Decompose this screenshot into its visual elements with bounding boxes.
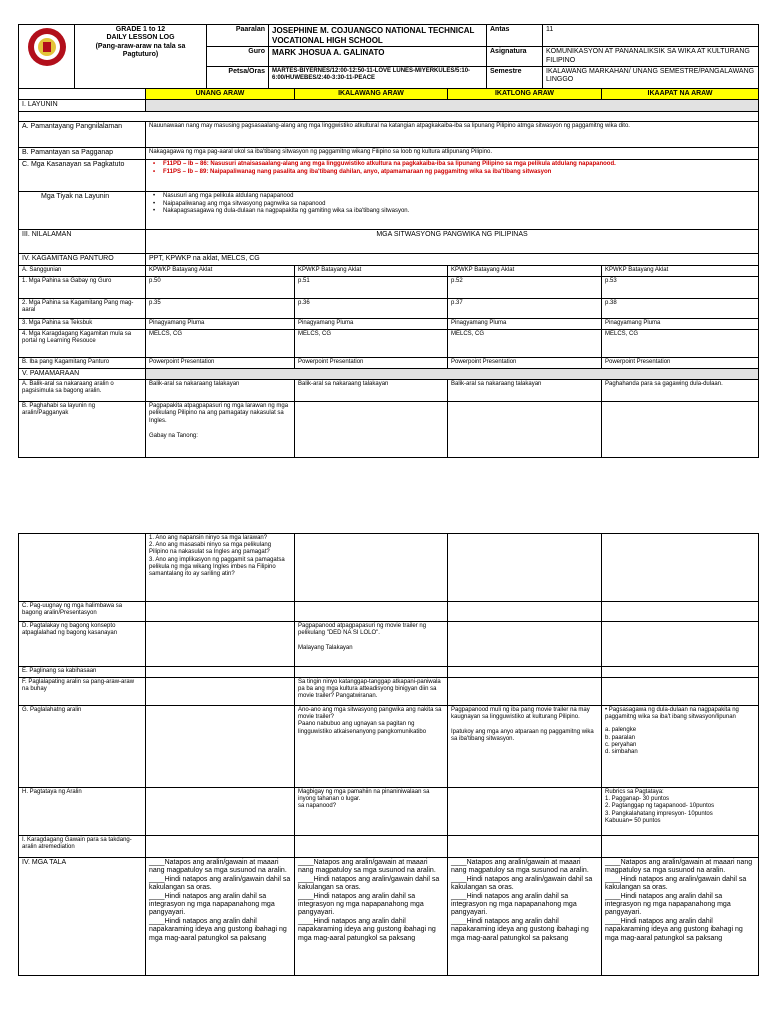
- day-header-4: IKAAPAT NA ARAW: [602, 88, 759, 99]
- layunin-shade: [146, 100, 759, 112]
- pagtalakay-label: D. Pagtalakay ng bagong konsepto atpaglalahad ng bagong kasanayan: [19, 622, 146, 667]
- gabay-na-tanong: Gabay na Tanong:: [149, 432, 198, 439]
- paaralan-label: Paaralan: [207, 25, 269, 47]
- kasanayan-item: • F11PS – Ib – 89: Naipapaliwanag nang pasalita ang iba'tibang dahilan, anyo, atpamamaraan ng paggamitng wika sa iba'tibang sitwasyon: [157, 169, 755, 176]
- empty-cell: [295, 667, 448, 678]
- paghahabi-cell: [146, 402, 295, 458]
- paglalahat-cell: Ano-ano ang mga sitwasyong pangwika ang nakita sa movie trailer? Paano nabubuo ang ugnayan sa pagitan ng lingguwistiko atkaisenanyong pangkomunikatibo: [295, 706, 448, 788]
- lugar-item: c. peryahan: [605, 741, 637, 748]
- lesson-table-1: [18, 88, 759, 458]
- teksbuk-cell: Pinagyamang Pluma: [295, 318, 448, 329]
- iba-pang-kagamitan-cell: Powerpoint Presentation: [146, 357, 295, 368]
- pamamaraan-shade: [146, 368, 759, 379]
- empty-cell: [146, 622, 295, 667]
- empty-cell: [602, 667, 759, 678]
- header-table: [18, 24, 759, 89]
- tiyak-layunin-label: Mga Tiyak na Layunin: [19, 192, 146, 230]
- karagdagang-kagamitan-cell: MELCS, CG: [295, 329, 448, 357]
- pamantayang-pangnilalaman-text: Nauunawaan nang may masusing pagsasaalang-alang ang mga linggwistiko atkultural na katangian atpagkakaiba-iba sa lipunang Pilipino atmga sitwasyon ng paggamitng wika dito.: [146, 122, 759, 148]
- nilalaman-label: III. NILALAMAN: [19, 230, 146, 254]
- sanggunian-cell: KPWKP Batayang Aklat: [146, 265, 295, 276]
- empty-cell: [602, 836, 759, 858]
- pang-mag-aaral-cell: p.36: [295, 298, 448, 318]
- pamantayang-pangnilalaman-label: A. Pamantayang Pangnilalaman: [19, 122, 146, 148]
- iba-pang-kagamitan-cell: Powerpoint Presentation: [448, 357, 602, 368]
- empty-cell: [146, 667, 295, 678]
- empty-cell: [602, 678, 759, 706]
- paghahabi-label: B. Paghahabi sa layunin ng aralin/Pagganyak: [19, 402, 146, 458]
- kagamitan-text: PPT, KPWKP na aklat, MELCS, CG: [146, 254, 759, 265]
- tala-cell: ____Natapos ang aralin/gawain at maaari nang magpatuloy sa mga susunod na aralin. ____Hindi natapos ang aralin/gawain dahil sa kakulangan sa oras. ____Hindi natapos ang aralin dahil sa integrasyon ng mga napapanahong mga pangyayari. ____Hindi natapos ang aralin dahil napakaraming ideya ang gustong ibahagi ng mga mag-aaral patungkol sa paksang: [146, 858, 295, 976]
- day-header-2: IKALAWANG ARAW: [295, 88, 448, 99]
- sanggunian-cell: KPWKP Batayang Aklat: [602, 265, 759, 276]
- petsa-label: Petsa/Oras: [207, 66, 269, 88]
- paglalahat-label: G. Paglalahatng aralin: [19, 706, 146, 788]
- karagdagang-gawain-label: I. Karagdagang Gawain para sa takdang-aralin atremediation: [19, 836, 146, 858]
- lesson-log-page-2: [18, 533, 758, 976]
- gabay-guro-cell: p.52: [448, 276, 602, 298]
- empty-cell: [146, 678, 295, 706]
- kagamitan-label: IV. KAGAMITANG PANTURO: [19, 254, 146, 265]
- empty-cell: [448, 678, 602, 706]
- tala-cell: ____Natapos ang aralin/gawain at maaari nang magpatuloy sa mga susunod na aralin. ____Hindi natapos ang aralin/gawain dahil sa kakulangan sa oras. ____Hindi natapos ang aralin dahil sa integrasyon ng mga napapanahong mga pangyayari. ____Hindi natapos ang aralin dahil napakaraming ideya ang gustong ibahagi ng mga mag-aaral patungkol sa paksang: [295, 858, 448, 976]
- empty-cell: [448, 667, 602, 678]
- empty-cell: [448, 788, 602, 836]
- gabay-guro-label: 1. Mga Pahina sa Gabay ng Guro: [19, 276, 146, 298]
- empty-cell: [602, 534, 759, 602]
- lugar-item: b. paaralan: [605, 734, 636, 741]
- tiyak-layunin-item: • Nasusuri ang mga pelikula atdulang napapanood: [157, 193, 755, 200]
- iba-pang-kagamitan-cell: Powerpoint Presentation: [295, 357, 448, 368]
- empty-cell: [448, 402, 602, 458]
- pagtataya-cell: Magbigay ng mga pamahiin na pinaniniwalaan sa inyong tahanan o lugar. sa napanood?: [295, 788, 448, 836]
- teksbuk-label: 3. Mga Pahina sa Teksbuk: [19, 318, 146, 329]
- lugar-item: a. palengke: [605, 727, 637, 734]
- paghahabi-text: Pagpapakita atpagpapasuri ng mga larawan ng mga pelikulang Pilipino na ang pamagatay nakasulat sa Ingles.: [149, 403, 289, 424]
- pamantayan-pagganap-label: B. Pamantayan sa Pagganap: [19, 148, 146, 160]
- teksbuk-cell: Pinagyamang Pluma: [602, 318, 759, 329]
- kasanayan-list: [146, 160, 759, 192]
- kasanayan-item: • F11PD – Ib – 86: Nasusuri atnaisasaalang-alang ang mga lingguwistiko atkultura na pagkakaiba-iba sa lipunang Pilipino sa mga pelikula atdulang napapanood.: [157, 161, 755, 168]
- empty-cell: [146, 788, 295, 836]
- antas-value: 11: [543, 25, 759, 47]
- kasanayan-label: C. Mga Kasanayan sa Pagkatuto: [19, 160, 146, 192]
- school-seal-icon: [26, 26, 68, 68]
- tiyak-layunin-item: • Naipapaliwanag ang mga sitwasyong pagnwika sa napanood: [157, 201, 755, 208]
- paglalapat-cell: Sa tingin ninyo katanggap-tanggap atkapani-paniwala pa ba ang mga kultura atteadisyong binigyan diin sa movie trailer? Pangatwiranan.: [295, 678, 448, 706]
- pag-uugnay-label: C. Pag-uugnay ng mga halimbawa sa bagong aralin/Presentasyon: [19, 602, 146, 622]
- day-header-blank: [19, 88, 146, 99]
- petsa-value: MARTES-BIYERNES/12:00-12:50-11-LOVE LUNES-MIYERKULES/5:10-6:00/HUWEBES/2:40-3:30-11-PEACE: [269, 66, 487, 88]
- iba-pang-kagamitan-cell: Powerpoint Presentation: [602, 357, 759, 368]
- sanggunian-label: A. Sanggunian: [19, 265, 146, 276]
- pamantayan-pagganap-text: Nakagagawa ng mga pag-aaral ukol sa iba'tibang sitwasyon ng paggamitng wikang Filipino sa loob ng kultura atlipunang Pilipino.: [146, 148, 759, 160]
- empty-cell: [146, 602, 295, 622]
- pagtalakay-cell: Pagpapanood atpagpapasuri ng movie trailer ng pelikulang "DED NA SI LOLO". Malayang Talakayan: [295, 622, 448, 667]
- empty-cell: [602, 402, 759, 458]
- gabay-guro-cell: p.53: [602, 276, 759, 298]
- teksbuk-cell: Pinagyamang Pluma: [146, 318, 295, 329]
- karagdagang-kagamitan-cell: MELCS, CG: [602, 329, 759, 357]
- balik-aral-cell: Balik-aral sa nakaraang talakayan: [146, 380, 295, 402]
- balik-aral-cell: Balik-aral sa nakaraang talakayan: [295, 380, 448, 402]
- asignatura-value: KOMUNIKASYON AT PANANALIKSIK SA WIKA AT KULTURANG FILIPINO: [543, 47, 759, 67]
- dula-dulaan-cell: [602, 706, 759, 788]
- empty-cell: [295, 602, 448, 622]
- layunin-heading: I. LAYUNIN: [19, 100, 146, 112]
- karagdagang-kagamitan-label: 4. Mga Karagdagang Kagamitan mula sa portal ng Learning Resouce: [19, 329, 146, 357]
- lesson-table-2: [18, 533, 759, 976]
- empty-cell: [602, 622, 759, 667]
- page-gap: [0, 476, 768, 532]
- sanggunian-cell: KPWKP Batayang Aklat: [295, 265, 448, 276]
- nilalaman-text: MGA SITWASYONG PANGWIKA NG PILIPINAS: [146, 230, 759, 254]
- empty-cell: [295, 402, 448, 458]
- paglalahat-cell: Pagpapanood muli ng iba pang movie trailer na may kaugnayan sa lingguwistiko at kulturang Pilipino. Ipatukoy ang mga anyo atparaan ng paggamitng wika sa iba'tibang sitwasyon.: [448, 706, 602, 788]
- rubrics-cell: Rubrics sa Pagtataya: 1. Pagganap- 30 puntos 2. Pagtanggap ng tagapanood- 10puntos 3. Pangkalahatang impresyon- 10puntos Kabuuan= 50 puntos: [602, 788, 759, 836]
- empty-cell: [602, 602, 759, 622]
- paglinang-label: E. Paglinang sa kabihasaan: [19, 667, 146, 678]
- paaralan-value: JOSEPHINE M. COJUANGCO NATIONAL TECHNICAL VOCATIONAL HIGH SCHOOL: [269, 25, 487, 47]
- guro-label: Guro: [207, 47, 269, 67]
- empty-cell: [19, 534, 146, 602]
- lesson-log-page-1: [18, 24, 758, 458]
- log-title-block: [75, 25, 207, 89]
- day-header-1: UNANG ARAW: [146, 88, 295, 99]
- tiyak-layunin-list: [146, 192, 759, 230]
- pang-mag-aaral-cell: p.37: [448, 298, 602, 318]
- log-subtitle: (Pang-araw-araw na tala sa Pagtuturo): [95, 42, 186, 59]
- karagdagang-kagamitan-cell: MELCS, CG: [448, 329, 602, 357]
- pang-mag-aaral-cell: p.38: [602, 298, 759, 318]
- log-title: DAILY LESSON LOG: [106, 34, 175, 42]
- tala-cell: ____Natapos ang aralin/gawain at maaari nang magpatuloy sa mga susunod na aralin. ____Hindi natapos ang aralin/gawain dahil sa kakulangan sa oras. ____Hindi natapos ang aralin dahil sa integrasyon ng mga napapanahong mga pangyayari. ____Hindi natapos ang aralin dahil napakaraming ideya ang gustong ibahagi ng mga mag-aaral patungkol sa paksang: [602, 858, 759, 976]
- guro-value: MARK JHOSUA A. GALINATO: [269, 47, 487, 67]
- empty-cell: [146, 706, 295, 788]
- pamamaraan-heading: V. PAMAMARAAN: [19, 368, 146, 379]
- day-header-3: IKATLONG ARAW: [448, 88, 602, 99]
- tala-cell: ____Natapos ang aralin/gawain at maaari nang magpatuloy sa mga susunod na aralin. ____Hindi natapos ang aralin/gawain dahil sa kakulangan sa oras. ____Hindi natapos ang aralin dahil sa integrasyon ng mga napapanahong mga pangyayari. ____Hindi natapos ang aralin dahil napakaraming ideya ang gustong ibahagi ng mga mag-aaral patungkol sa paksang: [448, 858, 602, 976]
- gabay-guro-cell: p.51: [295, 276, 448, 298]
- school-logo: [19, 25, 75, 89]
- empty-cell: [448, 622, 602, 667]
- spacer-row: [19, 112, 759, 122]
- empty-cell: [448, 836, 602, 858]
- balik-aral-label: A. Balik-aral sa nakaraang aralin o pagsisimula sa bagong aralin.: [19, 380, 146, 402]
- balik-aral-cell: Paghahanda para sa gagawing dula-dulaan.: [602, 380, 759, 402]
- gabay-guro-cell: p.50: [146, 276, 295, 298]
- balik-aral-cell: Balik-aral sa nakaraang talakayan: [448, 380, 602, 402]
- empty-cell: [448, 602, 602, 622]
- pang-mag-aaral-cell: p.35: [146, 298, 295, 318]
- gabay-questions: 1. Ano ang napansin ninyo sa mga larawan? 2. Ano ang masasabi ninyo sa mga pelikulang Pilipino na nakasulat sa Ingles ang pamagat? 3. Ano ang implikasyon ng paggamit sa pamagatsa pelikula ng mga wikang Ingles imbes na Filipino samantalang ito ay sariling atin?: [146, 534, 295, 602]
- paglalapat-label: F. Paglalapating aralin sa pang-araw-araw na buhay: [19, 678, 146, 706]
- semestre-label: Semestre: [487, 66, 543, 88]
- antas-label: Antas: [487, 25, 543, 47]
- semestre-value: IKALAWANG MARKAHAN/ UNANG SEMESTRE/PANGALAWANG LINGGO: [543, 66, 759, 88]
- mga-tala-label: IV. MGA TALA: [19, 858, 146, 976]
- empty-cell: [448, 534, 602, 602]
- sanggunian-cell: KPWKP Batayang Aklat: [448, 265, 602, 276]
- lugar-item: d. simbahan: [605, 748, 638, 755]
- grade-range: GRADE 1 to 12: [115, 26, 166, 33]
- empty-cell: [146, 836, 295, 858]
- karagdagang-kagamitan-cell: MELCS, CG: [146, 329, 295, 357]
- asignatura-label: Asignatura: [487, 47, 543, 67]
- empty-cell: [295, 836, 448, 858]
- iba-pang-kagamitan-label: B. Iba pang Kagamitang Panturo: [19, 357, 146, 368]
- tiyak-layunin-item: • Nakapagsasagawa ng dula-dulaan na nagpapakita ng gamiting wika sa iba'tibang sitwasyon.: [157, 208, 755, 215]
- empty-cell: [295, 534, 448, 602]
- dula-dulaan-intro: • Pagsasagawa ng dula-dulaan na nagpapakita ng paggamitng wika sa iba't ibang sitwasyon/lipunan: [605, 707, 739, 721]
- kagamitang-pang-mag-aaral-label: 2. Mga Pahina sa Kagamitang Pang mag-aaral: [19, 298, 146, 318]
- teksbuk-cell: Pinagyamang Pluma: [448, 318, 602, 329]
- pagtataya-label: H. Pagtataya ng Aralin: [19, 788, 146, 836]
